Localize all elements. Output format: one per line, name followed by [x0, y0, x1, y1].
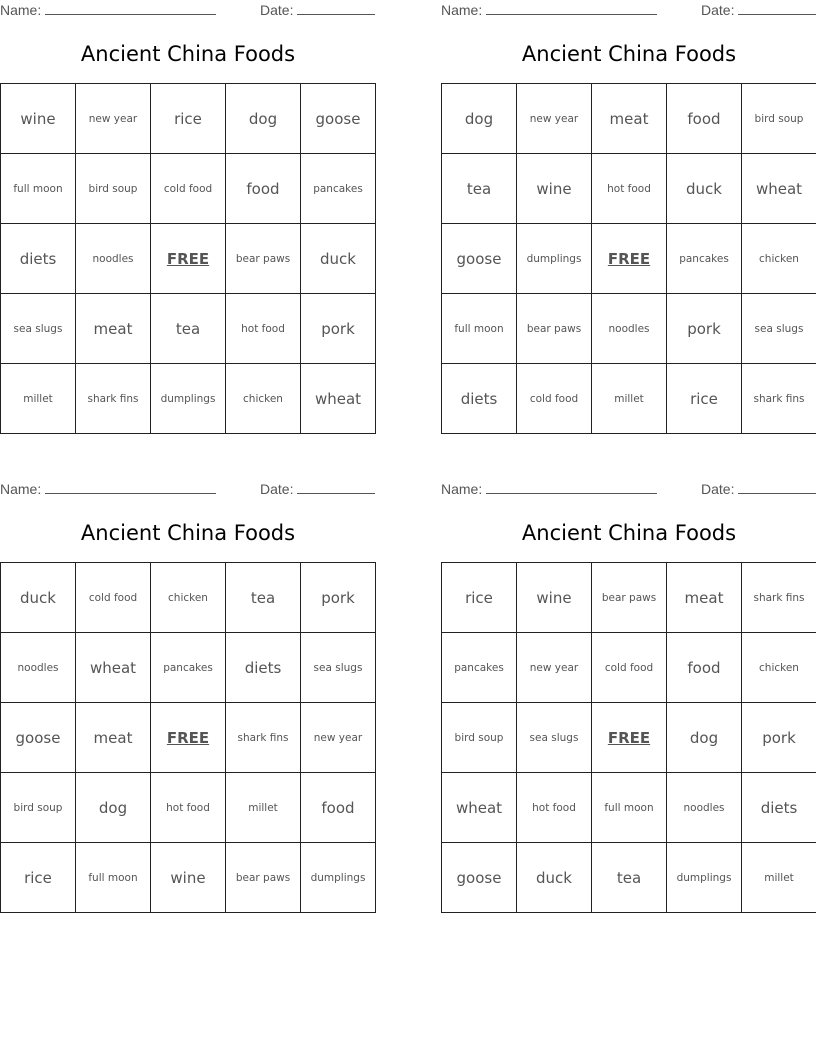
grid-cell[interactable]: wine: [517, 154, 592, 224]
card-title: Ancient China Foods: [521, 521, 737, 545]
bingo-card-4: [441, 479, 816, 887]
grid-cell[interactable]: chicken: [151, 563, 226, 633]
grid-cell[interactable]: noodles: [76, 224, 151, 294]
grid-cell[interactable]: dumplings: [151, 364, 226, 434]
grid-cell[interactable]: wine: [517, 563, 592, 633]
grid-cell[interactable]: dumplings: [301, 843, 376, 913]
grid-cell[interactable]: pancakes: [151, 633, 226, 703]
grid-cell[interactable]: duck: [301, 224, 376, 294]
grid-cell[interactable]: rice: [667, 364, 742, 434]
date-field[interactable]: [260, 2, 375, 18]
date-line[interactable]: [738, 481, 816, 494]
grid-cell[interactable]: sea slugs: [1, 294, 76, 364]
grid-cell[interactable]: food: [667, 633, 742, 703]
grid-cell[interactable]: goose: [301, 84, 376, 154]
grid-cell[interactable]: pork: [667, 294, 742, 364]
bingo-grid: [0, 562, 376, 913]
name-field[interactable]: [0, 481, 216, 497]
grid-cell[interactable]: shark fins: [742, 563, 816, 633]
name-line[interactable]: [45, 2, 216, 15]
grid-cell[interactable]: new year: [517, 633, 592, 703]
name-label: Name:: [0, 481, 42, 497]
grid-cell[interactable]: millet: [226, 773, 301, 843]
name-label: Name:: [441, 481, 483, 497]
grid-cell[interactable]: diets: [1, 224, 76, 294]
grid-cell[interactable]: hot food: [151, 773, 226, 843]
grid-row: [442, 224, 816, 294]
bingo-card-3: [0, 479, 376, 887]
grid-cell[interactable]: duck: [517, 843, 592, 913]
grid-row: [1, 703, 376, 773]
grid-cell[interactable]: sea slugs: [517, 703, 592, 773]
date-line[interactable]: [297, 481, 375, 494]
date-label: Date:: [260, 481, 294, 497]
grid-cell[interactable]: diets: [442, 364, 517, 434]
grid-cell[interactable]: bird soup: [76, 154, 151, 224]
card-header: [0, 479, 376, 501]
grid-cell[interactable]: bear paws: [226, 843, 301, 913]
grid-cell[interactable]: dog: [442, 84, 517, 154]
grid-cell[interactable]: full moon: [76, 843, 151, 913]
grid-cell[interactable]: duck: [667, 154, 742, 224]
date-field[interactable]: [701, 481, 816, 497]
grid-cell[interactable]: millet: [742, 843, 816, 913]
grid-cell[interactable]: chicken: [226, 364, 301, 434]
grid-cell[interactable]: dog: [226, 84, 301, 154]
grid-cell[interactable]: dumplings: [667, 843, 742, 913]
grid-row: [442, 633, 816, 703]
grid-cell[interactable]: millet: [1, 364, 76, 434]
name-line[interactable]: [486, 2, 657, 15]
grid-cell[interactable]: hot food: [226, 294, 301, 364]
grid-cell[interactable]: full moon: [1, 154, 76, 224]
grid-row: [442, 84, 816, 154]
grid-cell[interactable]: wheat: [442, 773, 517, 843]
grid-cell[interactable]: pancakes: [442, 633, 517, 703]
grid-cell[interactable]: bird soup: [442, 703, 517, 773]
grid-cell[interactable]: bird soup: [742, 84, 816, 154]
grid-cell[interactable]: goose: [442, 224, 517, 294]
bingo-grid: [0, 83, 376, 434]
grid-cell[interactable]: wheat: [742, 154, 816, 224]
grid-row: [442, 703, 816, 773]
grid-cell[interactable]: millet: [592, 364, 667, 434]
grid-cell[interactable]: bear paws: [226, 224, 301, 294]
card-header: [0, 0, 376, 22]
grid-row: [442, 563, 816, 633]
grid-cell[interactable]: pancakes: [667, 224, 742, 294]
grid-cell[interactable]: new year: [76, 84, 151, 154]
date-label: Date:: [701, 2, 735, 18]
grid-cell[interactable]: sea slugs: [301, 633, 376, 703]
name-label: Name:: [441, 2, 483, 18]
grid-cell[interactable]: meat: [667, 563, 742, 633]
grid-cell[interactable]: shark fins: [226, 703, 301, 773]
grid-row: [1, 84, 376, 154]
grid-cell[interactable]: chicken: [742, 224, 816, 294]
bingo-grid: [441, 83, 816, 434]
grid-cell[interactable]: full moon: [442, 294, 517, 364]
date-label: Date:: [260, 2, 294, 18]
grid-cell[interactable]: goose: [442, 843, 517, 913]
grid-cell[interactable]: wheat: [76, 633, 151, 703]
grid-cell[interactable]: rice: [1, 843, 76, 913]
grid-row: [442, 364, 816, 434]
grid-cell[interactable]: new year: [301, 703, 376, 773]
grid-cell[interactable]: meat: [592, 84, 667, 154]
grid-cell[interactable]: pancakes: [301, 154, 376, 224]
grid-cell[interactable]: bird soup: [1, 773, 76, 843]
grid-cell[interactable]: shark fins: [76, 364, 151, 434]
grid-cell[interactable]: bear paws: [517, 294, 592, 364]
grid-cell[interactable]: goose: [1, 703, 76, 773]
grid-row: [1, 224, 376, 294]
grid-cell[interactable]: hot food: [592, 154, 667, 224]
grid-cell[interactable]: FREE: [151, 703, 226, 773]
grid-cell[interactable]: dog: [76, 773, 151, 843]
grid-cell[interactable]: meat: [76, 294, 151, 364]
grid-row: [1, 294, 376, 364]
grid-cell[interactable]: cold food: [517, 364, 592, 434]
grid-row: [1, 364, 376, 434]
card-title: Ancient China Foods: [80, 42, 296, 66]
date-label: Date:: [701, 481, 735, 497]
grid-cell[interactable]: wheat: [301, 364, 376, 434]
name-line[interactable]: [486, 481, 657, 494]
grid-cell[interactable]: rice: [151, 84, 226, 154]
grid-cell[interactable]: tea: [442, 154, 517, 224]
grid-cell[interactable]: cold food: [151, 154, 226, 224]
grid-cell[interactable]: food: [301, 773, 376, 843]
name-field[interactable]: [0, 2, 216, 18]
grid-cell[interactable]: shark fins: [742, 364, 816, 434]
bingo-grid: [441, 562, 816, 913]
grid-cell[interactable]: duck: [1, 563, 76, 633]
name-label: Name:: [0, 2, 42, 18]
grid-cell[interactable]: pork: [301, 294, 376, 364]
grid-cell[interactable]: FREE: [592, 703, 667, 773]
card-header: [441, 479, 816, 501]
grid-row: [442, 294, 816, 364]
grid-cell[interactable]: tea: [226, 563, 301, 633]
grid-cell[interactable]: tea: [151, 294, 226, 364]
grid-cell[interactable]: wine: [151, 843, 226, 913]
grid-cell[interactable]: food: [226, 154, 301, 224]
date-field[interactable]: [260, 481, 375, 497]
grid-cell[interactable]: FREE: [151, 224, 226, 294]
grid-cell[interactable]: diets: [226, 633, 301, 703]
grid-row: [442, 773, 816, 843]
grid-cell[interactable]: cold food: [76, 563, 151, 633]
grid-cell[interactable]: pork: [301, 563, 376, 633]
grid-row: [1, 843, 376, 913]
card-header: [441, 0, 816, 22]
name-field[interactable]: [441, 481, 657, 497]
grid-cell[interactable]: meat: [76, 703, 151, 773]
name-line[interactable]: [45, 481, 216, 494]
grid-row: [1, 633, 376, 703]
grid-row: [442, 154, 816, 224]
grid-cell[interactable]: food: [667, 84, 742, 154]
grid-cell[interactable]: pork: [742, 703, 816, 773]
grid-cell[interactable]: rice: [442, 563, 517, 633]
grid-cell[interactable]: dog: [667, 703, 742, 773]
grid-row: [442, 843, 816, 913]
grid-cell[interactable]: new year: [517, 84, 592, 154]
date-line[interactable]: [297, 2, 375, 15]
grid-cell[interactable]: full moon: [592, 773, 667, 843]
grid-cell[interactable]: chicken: [742, 633, 816, 703]
grid-row: [1, 563, 376, 633]
date-field[interactable]: [701, 2, 816, 18]
date-line[interactable]: [738, 2, 816, 15]
grid-cell[interactable]: tea: [592, 843, 667, 913]
bingo-card-2: [441, 0, 816, 408]
grid-cell[interactable]: noodles: [1, 633, 76, 703]
grid-cell[interactable]: noodles: [667, 773, 742, 843]
name-field[interactable]: [441, 2, 657, 18]
grid-cell[interactable]: dumplings: [517, 224, 592, 294]
grid-row: [1, 154, 376, 224]
grid-row: [1, 773, 376, 843]
grid-cell[interactable]: hot food: [517, 773, 592, 843]
card-title: Ancient China Foods: [521, 42, 737, 66]
grid-cell[interactable]: FREE: [592, 224, 667, 294]
grid-cell[interactable]: sea slugs: [742, 294, 816, 364]
grid-cell[interactable]: diets: [742, 773, 816, 843]
grid-cell[interactable]: bear paws: [592, 563, 667, 633]
card-title: Ancient China Foods: [80, 521, 296, 545]
grid-cell[interactable]: noodles: [592, 294, 667, 364]
grid-cell[interactable]: cold food: [592, 633, 667, 703]
bingo-card-1: [0, 0, 376, 408]
grid-cell[interactable]: wine: [1, 84, 76, 154]
